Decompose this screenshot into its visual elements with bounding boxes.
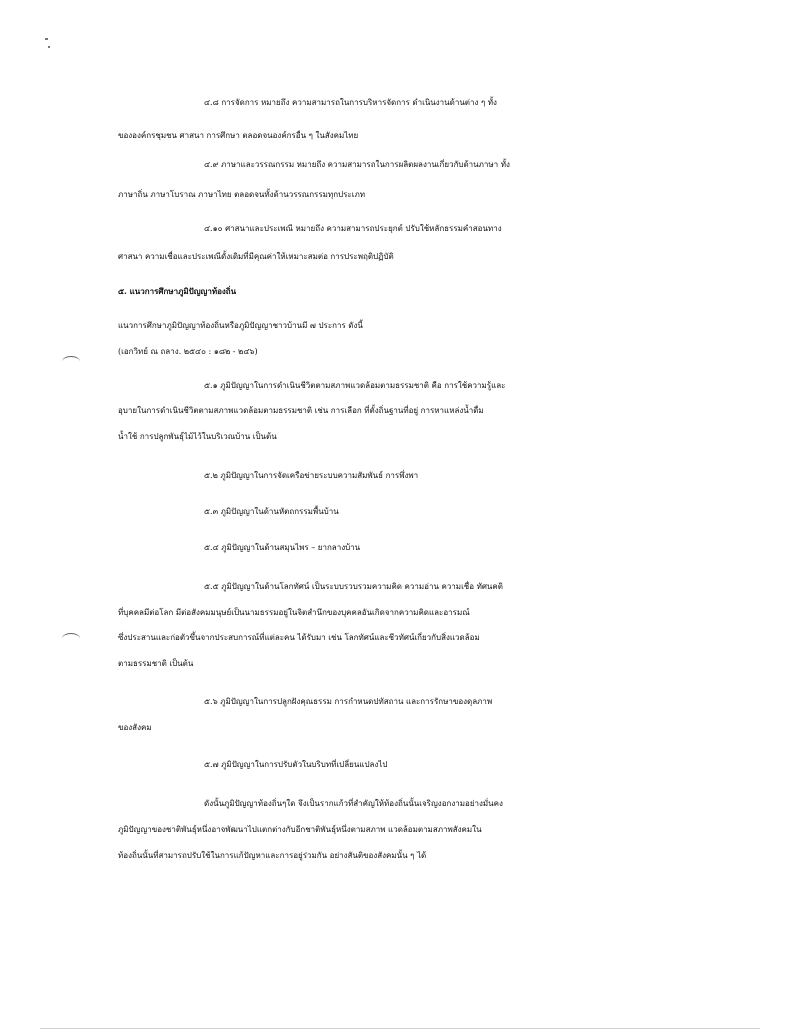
intro-line: แนวการศึกษาภูมิปัญญาท้องถิ่นหรือภูมิปัญญาชาวบ้านมี ๗ ประการ ดังนี้ xyxy=(118,321,363,330)
paragraph-5-1-line: อุบายในการดำเนินชีวิตตามสภาพแวดล้อมตามธรรมชาติ เช่น การเลือก ที่ตั้งถิ่นฐานที่อยู่ การหาแหล่งน้ำดื่ม xyxy=(118,406,484,415)
conclusion-line: ท้องถิ่นนั้นที่สามารถปรับใช้ในการแก้ปัญหาและการอยู่ร่วมกัน อย่างสันติของสังคมนั้น ๆ ได้ xyxy=(118,851,427,860)
paragraph-4-8-line: ๔.๘ การจัดการ หมายถึง ความสามารถในการบริหารจัดการ ดำเนินงานด้านต่าง ๆ ทั้ง xyxy=(204,98,497,107)
paragraph-5-5-line: ตามธรรมชาติ เป็นต้น xyxy=(118,659,194,668)
paragraph-5-5-line: ที่บุคคลมีต่อโลก มีต่อสังคมมนุษย์เป็นนามธรรมอยู่ในจิตสำนึกของบุคคลอันเกิดจากความคิดและอารมณ์ xyxy=(118,608,470,617)
section-5-heading: ๕. แนวการศึกษาภูมิปัญญาท้องถิ่น xyxy=(118,286,237,296)
conclusion-line: ภูมิปัญญาของชาติพันธุ์หนึ่งอาจพัฒนาไปแตกต่างกับอีกชาติพันธุ์หนึ่งตามสภาพ แวดล้อมตามสภาพสังคมใน xyxy=(118,825,482,834)
paragraph-5-6-line: ของสังคม xyxy=(118,723,152,732)
paragraph-5-2: ๕.๒ ภูมิปัญญาในการจัดเครือข่ายระบบความสัมพันธ์ การพึ่งพา xyxy=(204,471,419,480)
scan-speck xyxy=(48,46,50,48)
paragraph-5-1-line: น้ำใช้ การปลูกพันธุ์ไม้ไว้ในบริเวณบ้าน เป็นต้น xyxy=(118,432,277,441)
citation-line: (เอกวิทย์ ณ ถลาง. ๒๕๔๐ : ๑๘๒ - ๒๔๖) xyxy=(118,347,258,356)
conclusion-line: ดังนั้นภูมิปัญญาท้องถิ่นๆใด จึงเป็นรากแก้วที่สำคัญให้ท้องถิ่นนั้นเจริญงอกงามอย่างมั่นคง xyxy=(204,799,503,808)
paragraph-4-8-line: ขององค์กรชุมชน ศาสนา การศึกษา ตลอดจนองค์กรอื่น ๆ ในสังคมไทย xyxy=(118,131,359,140)
paragraph-4-9-line: ภาษาถิ่น ภาษาโบราณ ภาษาไทย ตลอดจนทั้งด้านวรรณกรรมทุกประเภท xyxy=(118,190,365,199)
paragraph-5-5-line: ซึ่งประสานและก่อตัวขึ้นจากประสบการณ์ที่แต่ละคน ได้รับมา เช่น โลกทัศน์และชีวทัศน์เกี่ยวกับสิ่งแวดล้อม xyxy=(118,633,480,642)
scan-speck xyxy=(45,38,48,40)
paragraph-5-6-line: ๕.๖ ภูมิปัญญาในการปลูกฝังคุณธรรม การกำหนดปทัสถาน และการรักษาของดุลภาพ xyxy=(204,697,493,706)
paragraph-5-1-line: ๕.๑ ภูมิปัญญาในการดำเนินชีวิตตามสภาพแวดล้อมตามธรรมชาติ คือ การใช้ความรู้และ xyxy=(204,381,506,390)
paragraph-4-10-line: ๔.๑๐ ศาสนาและประเพณี หมายถึง ความสามารถประยุกต์ ปรับใช้หลักธรรมคำสอนทาง xyxy=(204,224,502,233)
paragraph-4-9-line: ๔.๙ ภาษาและวรรณกรรม หมายถึง ความสามารถในการผลิตผลงานเกี่ยวกับด้านภาษา ทั้ง xyxy=(204,160,510,169)
paragraph-4-10-line: ศาสนา ความเชื่อและประเพณีดั้งเดิมที่มีคุณค่าให้เหมาะสมต่อ การประพฤติปฏิบัติ xyxy=(118,252,394,261)
paragraph-5-5-line: ๕.๕ ภูมิปัญญาในด้านโลกทัศน์ เป็นระบบรวบรวมความคิด ความอ่าน ความเชื่อ ทัศนคติ xyxy=(204,582,503,591)
paragraph-5-7: ๕.๗ ภูมิปัญญาในการปรับตัวในบริบทที่เปลี่ยนแปลงไป xyxy=(204,760,388,769)
scan-edge xyxy=(40,1028,760,1029)
paragraph-5-3: ๕.๓ ภูมิปัญญาในด้านหัตถกรรมพื้นบ้าน xyxy=(204,507,339,516)
paragraph-5-4: ๕.๔ ภูมิปัญญาในด้านสมุนไพร – ยากลางบ้าน xyxy=(204,543,361,552)
